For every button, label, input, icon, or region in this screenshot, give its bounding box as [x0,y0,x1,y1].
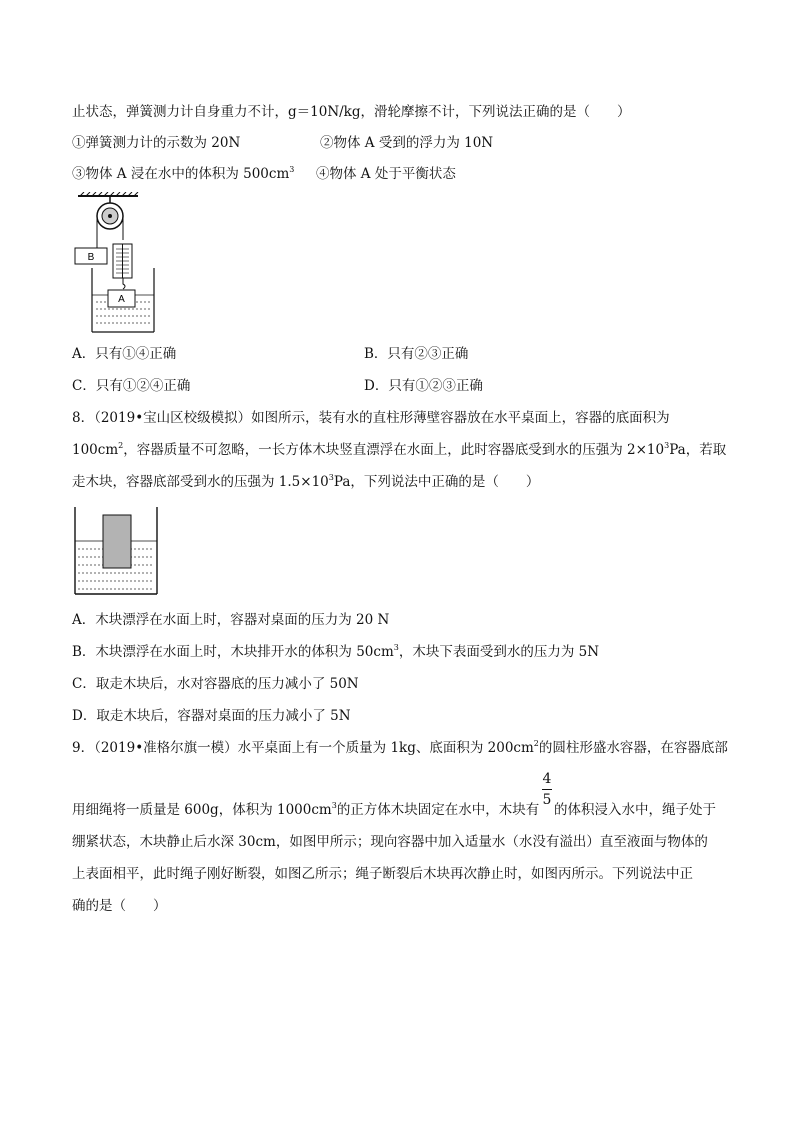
q9-stem-line-2: 用细绳将一质量是 600g，体积为 $1000cm^3$的正方体木块固定在水中，木块有 [72,801,540,818]
q7-statement-1: ①弹簧测力计的示数为 20N [72,135,241,151]
q8-stem-line-2: $100cm^2$，容器质量不可忽略，一长方体木块竖直漂浮在水面上，此时容器底受到水的压强为 $2\times 10^3Pa$，若取 [72,441,727,458]
q8-option-d[interactable]: D．取走木块后，容器对桌面的压力减小了 5N [72,708,351,724]
q9-stem-line-4: 上表面相平，此时绳子刚好断裂，如图乙所示；绳子断裂后木块再次静止时，如图丙所示。下列说法中正 [72,866,693,882]
q9-stem-line-1: 9．（2019•准格尔旗一模）水平桌面上有一个质量为 1kg、底面积为 $200cm^2$的圆柱形盛水容器，在容器底部 [72,739,728,756]
q7-option-b[interactable]: B．只有②③正确 [364,346,469,362]
q7-pulley-figure [72,192,162,334]
q8-option-c[interactable]: C．取走木块后，水对容器底的压力减小了 50N [72,676,359,692]
q7-block-a-label: A [118,294,125,305]
q7-statement-4: ④物体 A 处于平衡状态 [316,166,456,182]
q8-option-b[interactable]: B．木块漂浮在水面上时，木块排开水的体积为 $50cm^3$，木块下表面受到水的压力为 5N [72,643,600,660]
q8-stem-line-3: 走木块，容器底部受到水的压强为 $1.5\times 10^3Pa$，下列说法中正确的是（ ） [72,473,540,490]
q7-statement-3: ③物体 A 浸在水中的体积为 $500cm^3$ [72,165,295,182]
q9-stem-line-3: 绷紧状态，木块静止后水深 30cm，如图甲所示；现向容器中加入适量水（水没有溢出）直至液面与物体的 [72,834,708,850]
q9-stem-line-5: 确的是（ ） [72,898,167,914]
q9-fraction-numerator: 4 [542,771,552,787]
q9-fraction-denominator: 5 [542,792,552,808]
q7-stem-tail: 止状态，弹簧测力计自身重力不计，g＝10N/kg，滑轮摩擦不计，下列说法正确的是（ ） [72,104,631,120]
q9-stem-line-2-tail: 的体积浸入水中，绳子处于 [554,802,716,818]
q8-option-a[interactable]: A．木块漂浮在水面上时，容器对桌面的压力为 20 N [72,612,390,628]
q9-fraction-bar [542,789,552,790]
q7-option-d[interactable]: D．只有①②③正确 [364,378,483,394]
q7-statement-2: ②物体 A 受到的浮力为 10N [320,135,494,151]
q8-stem-line-1: 8．（2019•宝山区校级模拟）如图所示，装有水的直柱形薄壁容器放在水平桌面上，容器的底面积为 [72,410,670,426]
q7-option-c[interactable]: C．只有①②④正确 [72,378,191,394]
q7-block-b-label: B [87,252,95,263]
q8-container-figure [72,505,162,597]
q7-option-a[interactable]: A．只有①④正确 [72,346,177,362]
